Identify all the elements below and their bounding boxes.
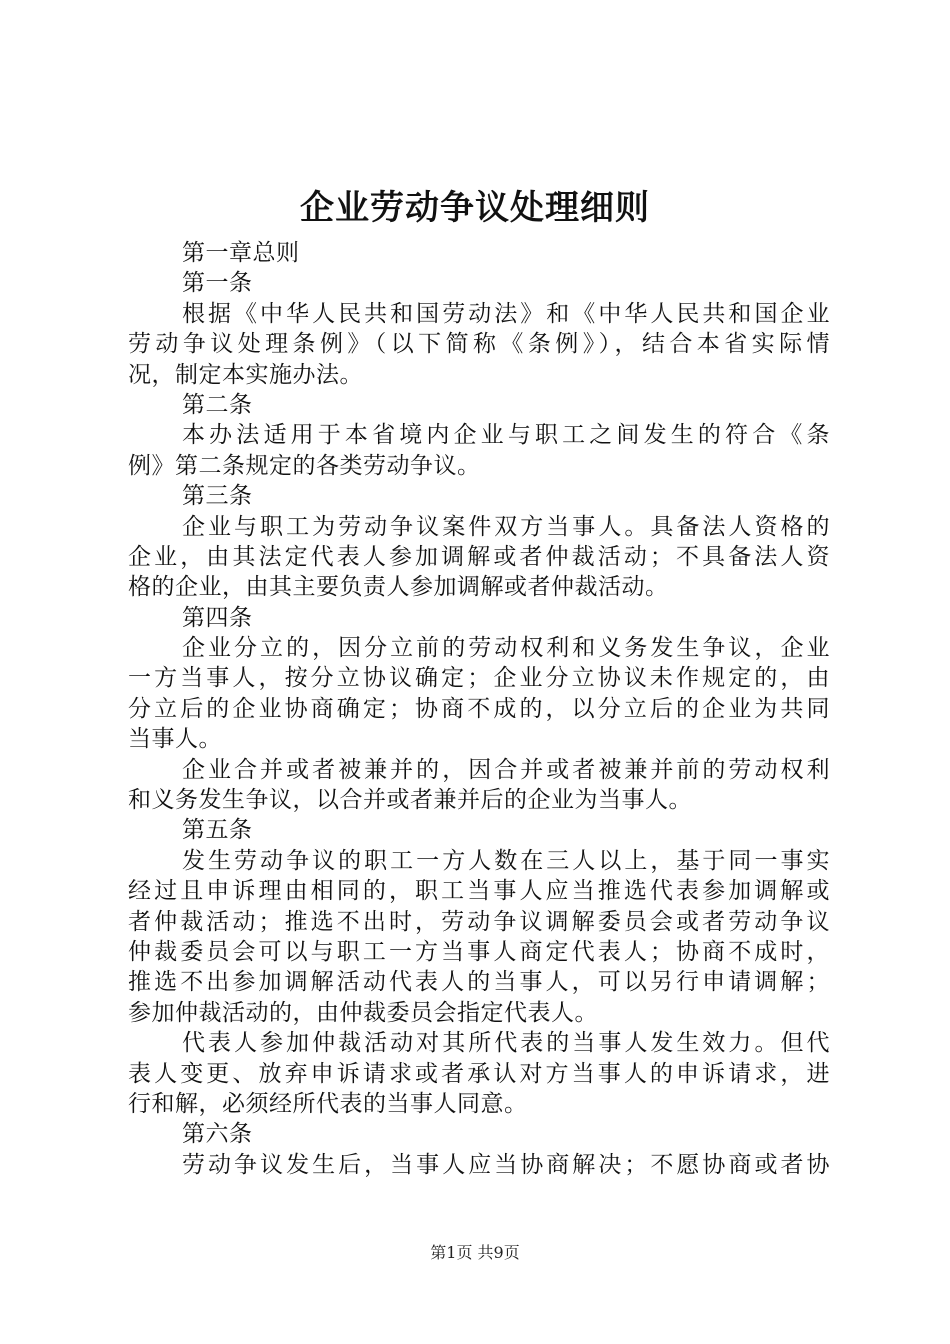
- paragraph-line: 企业，由其法定代表人参加调解或者仲裁活动；不具备法人资: [128, 543, 830, 570]
- paragraph-line: 根据《中华人民共和国劳动法》和《中华人民共和国企业: [182, 300, 830, 327]
- page-footer: 第1页 共9页: [430, 1243, 520, 1262]
- paragraph-line: 发生劳动争议的职工一方人数在三人以上，基于同一事实: [182, 847, 830, 874]
- paragraph-line: 一方当事人，按分立协议确定；企业分立协议未作规定的，由: [128, 665, 830, 692]
- paragraph-line: 本办法适用于本省境内企业与职工之间发生的符合《条: [182, 422, 830, 449]
- paragraph-line: 代表人参加仲裁活动对其所代表的当事人发生效力。但代: [182, 1030, 830, 1057]
- section-heading: 第三条: [182, 483, 253, 510]
- paragraph-line: 劳动争议发生后，当事人应当协商解决；不愿协商或者协: [182, 1151, 830, 1178]
- paragraph-line: 劳动争议处理条例》（以下简称《条例》），结合本省实际情: [128, 331, 830, 358]
- section-heading: 第一章总则: [182, 240, 300, 266]
- paragraph-line: 分立后的企业协商确定；协商不成的，以分立后的企业为共同: [128, 695, 830, 722]
- section-heading: 第五条: [182, 817, 253, 844]
- paragraph-line: 仲裁委员会可以与职工一方当事人商定代表人；协商不成时，: [128, 938, 830, 965]
- paragraph-line: 行和解，必须经所代表的当事人同意。: [128, 1090, 528, 1117]
- paragraph-line: 者仲裁活动；推选不出时，劳动争议调解委员会或者劳动争议: [128, 908, 830, 935]
- paragraph-line: 和义务发生争议，以合并或者兼并后的企业为当事人。: [128, 787, 692, 814]
- paragraph-line: 推选不出参加调解活动代表人的当事人，可以另行申请调解；: [128, 969, 830, 996]
- paragraph-line: 企业合并或者被兼并的，因合并或者被兼并前的劳动权利: [182, 756, 830, 783]
- paragraph-line: 经过且申诉理由相同的，职工当事人应当推选代表参加调解或: [128, 878, 830, 905]
- document-body: [128, 238, 830, 1180]
- section-heading: 第六条: [182, 1121, 253, 1148]
- paragraph-line: 企业分立的，因分立前的劳动权利和义务发生争议，企业: [182, 635, 830, 662]
- paragraph-line: 参加仲裁活动的，由仲裁委员会指定代表人。: [128, 999, 598, 1026]
- paragraph-line: 例》第二条规定的各类劳动争议。: [128, 452, 481, 479]
- paragraph-line: 格的企业，由其主要负责人参加调解或者仲裁活动。: [128, 574, 669, 601]
- section-heading: 第四条: [182, 604, 253, 631]
- section-heading: 第一条: [182, 270, 253, 297]
- section-heading: 第二条: [182, 391, 253, 418]
- paragraph-line: 企业与职工为劳动争议案件双方当事人。具备法人资格的: [182, 513, 830, 540]
- paragraph-line: 当事人。: [128, 726, 222, 753]
- paragraph-line: 表人变更、放弃申诉请求或者承认对方当事人的申诉请求，进: [128, 1060, 830, 1087]
- paragraph-line: 况，制定本实施办法。: [128, 361, 363, 388]
- document-title: 企业劳动争议处理细则: [300, 188, 650, 228]
